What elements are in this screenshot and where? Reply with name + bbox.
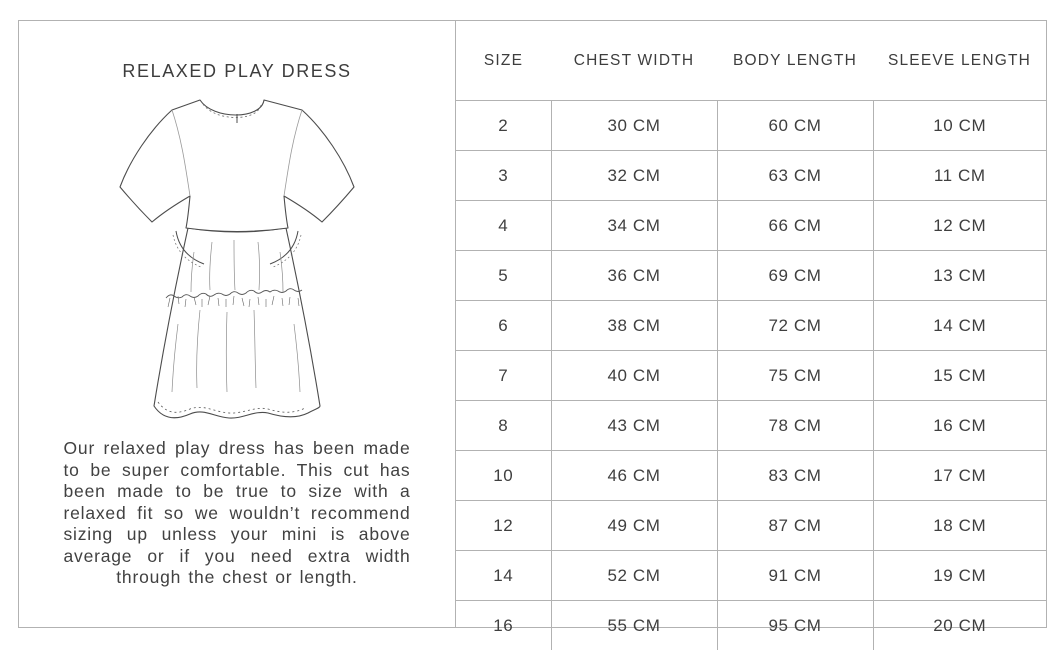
size-row — [456, 451, 1046, 501]
chest-width-cell: 30 CM — [551, 101, 717, 151]
body-length-cell: 75 CM — [717, 351, 873, 401]
size-cell: 7 — [456, 351, 551, 401]
size-row — [456, 501, 1046, 551]
size-row — [456, 401, 1046, 451]
size-cell: 12 — [456, 501, 551, 551]
size-row — [456, 301, 1046, 351]
chest-width-cell: 55 CM — [551, 601, 717, 650]
size-cell: 2 — [456, 101, 551, 151]
body-length-cell: 69 CM — [717, 251, 873, 301]
dress-illustration — [111, 92, 363, 424]
size-cell: 10 — [456, 451, 551, 501]
size-row — [456, 101, 1046, 151]
sleeve-length-cell: 13 CM — [873, 251, 1046, 301]
chest-width-cell: 36 CM — [551, 251, 717, 301]
size-cell: 6 — [456, 301, 551, 351]
chest-width-cell: 52 CM — [551, 551, 717, 601]
sleeve-length-cell: 15 CM — [873, 351, 1046, 401]
size-row — [456, 201, 1046, 251]
size-row — [456, 601, 1046, 650]
sleeve-length-cell: 14 CM — [873, 301, 1046, 351]
body-length-cell: 63 CM — [717, 151, 873, 201]
size-cell: 3 — [456, 151, 551, 201]
body-length-cell: 66 CM — [717, 201, 873, 251]
body-length-cell: 87 CM — [717, 501, 873, 551]
sleeve-length-cell: 10 CM — [873, 101, 1046, 151]
size-chart-rows — [456, 101, 1046, 650]
sleeve-length-cell: 19 CM — [873, 551, 1046, 601]
size-cell: 5 — [456, 251, 551, 301]
column-header-chest-width: CHEST WIDTH — [551, 21, 717, 101]
sleeve-length-cell: 11 CM — [873, 151, 1046, 201]
dress-skirt — [154, 228, 320, 418]
sleeve-length-cell: 17 CM — [873, 451, 1046, 501]
size-cell: 16 — [456, 601, 551, 650]
size-cell: 8 — [456, 401, 551, 451]
chest-width-cell: 38 CM — [551, 301, 717, 351]
chest-width-cell: 34 CM — [551, 201, 717, 251]
size-chart-table — [456, 21, 1046, 650]
chest-width-cell: 43 CM — [551, 401, 717, 451]
body-length-cell: 91 CM — [717, 551, 873, 601]
chest-width-cell: 46 CM — [551, 451, 717, 501]
header-row — [456, 21, 1046, 101]
body-length-cell: 95 CM — [717, 601, 873, 650]
product-panel — [19, 21, 456, 627]
size-row — [456, 251, 1046, 301]
size-row — [456, 351, 1046, 401]
size-row — [456, 151, 1046, 201]
chest-width-cell: 49 CM — [551, 501, 717, 551]
body-length-cell: 78 CM — [717, 401, 873, 451]
column-header-sleeve-length: SLEEVE LENGTH — [873, 21, 1046, 101]
body-length-cell: 83 CM — [717, 451, 873, 501]
sleeve-length-cell: 20 CM — [873, 601, 1046, 650]
size-row — [456, 551, 1046, 601]
sleeve-length-cell: 16 CM — [873, 401, 1046, 451]
product-title: RELAXED PLAY DRESS — [122, 61, 351, 82]
size-cell: 14 — [456, 551, 551, 601]
size-guide-sheet — [18, 20, 1047, 628]
body-length-cell: 72 CM — [717, 301, 873, 351]
chest-width-cell: 40 CM — [551, 351, 717, 401]
column-header-body-length: BODY LENGTH — [717, 21, 873, 101]
size-chart-panel — [456, 21, 1046, 627]
chest-width-cell: 32 CM — [551, 151, 717, 201]
sleeve-length-cell: 12 CM — [873, 201, 1046, 251]
column-header-size: SIZE — [456, 21, 551, 101]
sleeve-length-cell: 18 CM — [873, 501, 1046, 551]
body-length-cell: 60 CM — [717, 101, 873, 151]
size-cell: 4 — [456, 201, 551, 251]
product-description: Our relaxed play dress has been made to be super comfortable. This cut has been made to be true to size with a relaxed fit so we wouldn’t recommend sizing up unless your mini is above average or if you need extra width through the chest or length. — [64, 438, 411, 589]
